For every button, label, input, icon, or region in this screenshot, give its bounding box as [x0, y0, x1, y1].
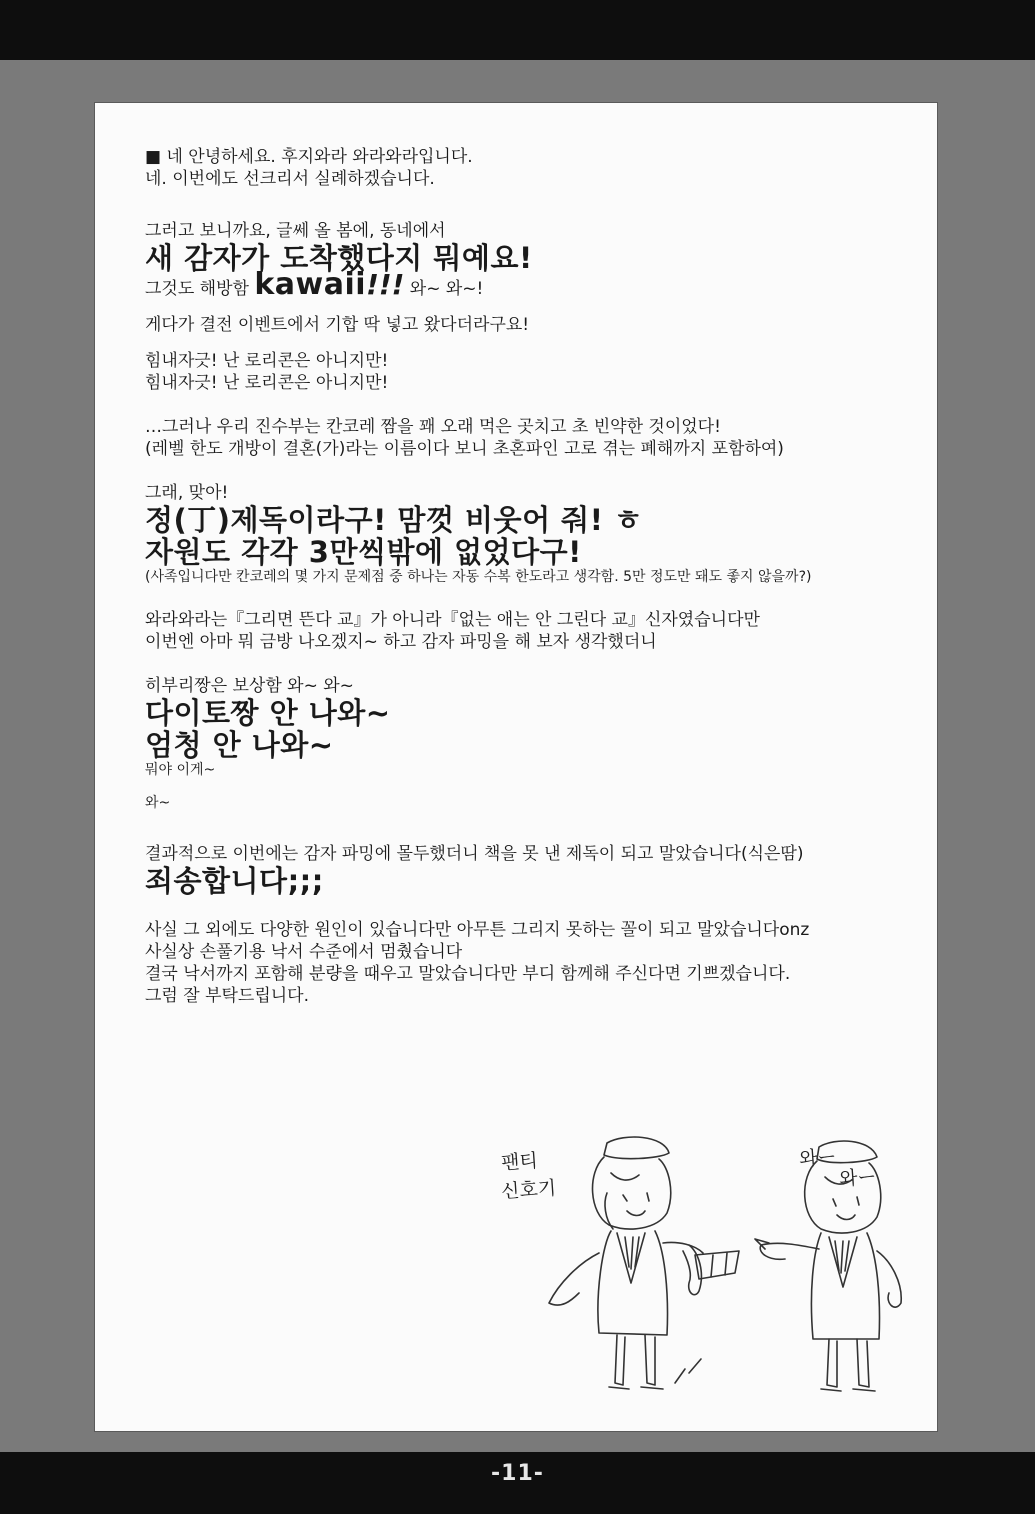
- cheer-line-1: 힘내자긋! 난 로리콘은 아니지만!: [145, 351, 389, 371]
- closing-line-2: 사실상 손풀기용 낙서 수준에서 멈췄습니다: [145, 942, 463, 962]
- left-character-drawing: [549, 1137, 703, 1389]
- spacer: [145, 897, 915, 919]
- base-note-line: (레벨 한도 개방이 결혼(가)라는 이름이다 보니 초혼파인 고로 겪는 폐해까지 포함하여): [145, 439, 784, 459]
- spacer: [145, 587, 915, 609]
- page-number: -11-: [491, 1461, 544, 1486]
- spacer: [145, 813, 915, 843]
- hiburi-line: 히부리짱은 보상함 와~ 와~: [145, 676, 354, 696]
- right-character-drawing: [755, 1141, 901, 1391]
- result-line: 결과적으로 이번에는 감자 파밍에 몰두했더니 책을 못 낸 제독이 되고 말았습니다(식은땀): [145, 844, 804, 864]
- closing-line-4: 그럼 잘 부탁드립니다.: [145, 986, 310, 1006]
- handwritten-note-left-1: 팬티: [500, 1149, 539, 1175]
- wa-line: 와~: [145, 795, 171, 811]
- greeting-line-2: 네. 이번에도 선크리서 실례하겠습니다.: [145, 169, 435, 189]
- kawaii-exclamation: !!!: [366, 268, 405, 301]
- headline-daito-2: 엄청 안 나와~: [145, 728, 334, 762]
- closing-line-3: 결국 낙서까지 포함해 분량을 때우고 말았습니다만 부디 함께해 주신다면 기쁘겠습니다.: [145, 964, 791, 984]
- spacer: [145, 780, 915, 794]
- faith-line-2: 이번엔 아마 뭐 금방 나오겠지~ 하고 감자 파밍을 해 보자 생각했더니: [145, 632, 657, 652]
- headline-new-potato: 새 감자가 도착했다지 뭐예요!: [145, 241, 533, 275]
- greeting-line-1: ■ 네 안녕하세요. 후지와라 와라와라입니다.: [145, 147, 473, 167]
- kawaii-word: kawaii: [254, 267, 367, 302]
- top-border-band: [0, 0, 1035, 60]
- kawaii-lead-text: 그것도 해방함: [145, 279, 249, 299]
- chibi-characters-sketch: [499, 1133, 919, 1433]
- spacer: [145, 336, 915, 350]
- afterword-text: [145, 146, 915, 1007]
- spacer: [145, 653, 915, 675]
- spacer: [145, 460, 915, 482]
- handwritten-note-left-2: 신호기: [500, 1177, 557, 1203]
- spacer: [145, 394, 915, 416]
- yes-line: 그래, 맞아!: [145, 483, 229, 503]
- kawaii-tail-text: 와~ 와~!: [409, 279, 484, 299]
- headline-apology: 죄송합니다;;;: [145, 864, 324, 898]
- headline-admiral: 정(丁)제독이라구! 맘껏 비웃어 줘! ㅎ: [145, 503, 643, 537]
- what-line: 뭐야 이게~: [145, 762, 216, 778]
- base-line: …그러나 우리 진수부는 칸코레 짬을 꽤 오래 먹은 곳치고 초 빈약한 것이었다!: [145, 417, 721, 437]
- headline-resources: 자원도 각각 3만씩밖에 없었다구!: [145, 535, 582, 569]
- kawaii-line: [145, 267, 915, 302]
- cheer-line-2: 힘내자긋! 난 로리콘은 아니지만!: [145, 373, 389, 393]
- headline-daito-1: 다이토짱 안 나와~: [145, 696, 391, 730]
- closing-line-1: 사실 그 외에도 다양한 원인이 있습니다만 아무튼 그리지 못하는 꼴이 되고 말았습니다onz: [145, 920, 810, 940]
- story-line-1: 그러고 보니까요, 글쎄 올 봄에, 동네에서: [145, 221, 446, 241]
- chibi-sketch-illustration: [499, 1133, 919, 1433]
- manga-page: [95, 103, 937, 1431]
- spacer: [145, 300, 915, 314]
- handwritten-note-right-2: 와ー: [838, 1165, 878, 1191]
- footnote-line: (사족입니다만 칸코레의 몇 가지 문제점 중 하나는 자동 수복 한도라고 생각함. 5만 정도만 돼도 좋지 않을까?): [145, 569, 812, 585]
- handwritten-note-right-1: 와ー: [798, 1145, 838, 1171]
- faith-line-1: 와라와라는『그리면 뜬다 교』가 아니라『없는 애는 안 그린다 교』신자였습니다만: [145, 610, 760, 630]
- event-line: 게다가 결전 이벤트에서 기합 딱 넣고 왔다더라구요!: [145, 315, 530, 335]
- spacer: [145, 190, 915, 220]
